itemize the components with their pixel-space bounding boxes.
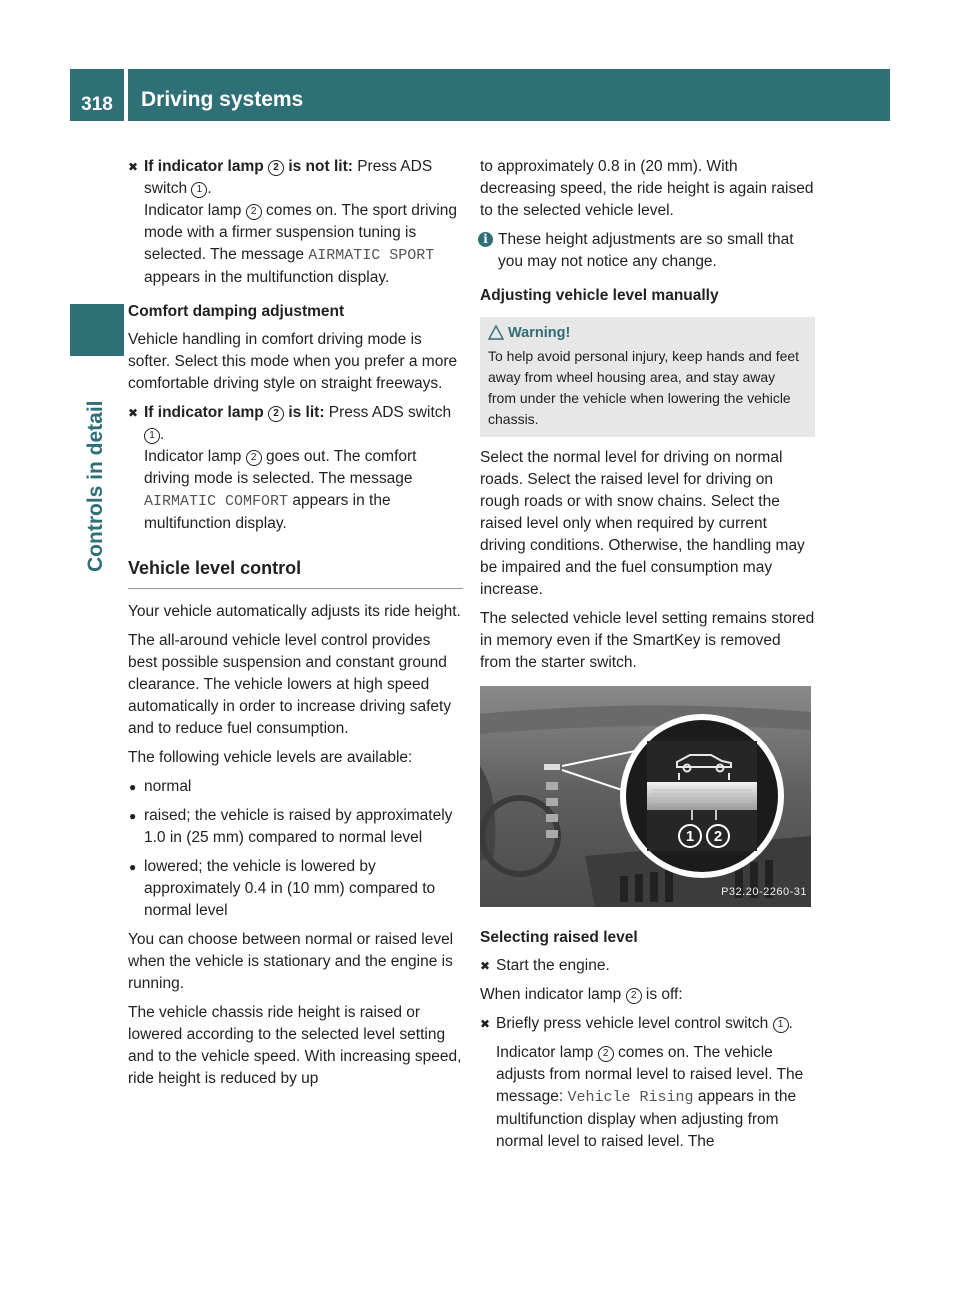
list-item [128,776,463,798]
warning-text: To help avoid personal injury, keep hands and feet away from wheel housing area, and stay away from under the vehicle when lowering the vehicle chassis. [488,348,800,427]
condition-text [480,984,815,1006]
warning-title-row [488,323,807,344]
paragraph: Select the normal level for driving on normal roads. Select the raised level for driving on rough roads or with snow chains. Select the raised level only when required by current driving conditions. Otherwise, the handling may be impaired and the fuel consumption may increase. [480,449,805,598]
step-result: goes out. The comfort driving mode is selected. The message [144,448,417,487]
figure-code: P32.20-2260-31 [721,886,807,898]
page-number: 318 [70,69,124,121]
side-marker [70,304,124,356]
switch-callout: 1 [191,182,207,198]
list-item-text: lowered; the vehicle is lowered by approximately 0.4 in (10 mm) compared to normal level [144,858,436,919]
paragraph: You can choose between normal or raised level when the vehicle is stationary and the engine is running. [128,931,454,992]
display-message: AIRMATIC COMFORT [144,493,289,510]
paragraph: The following vehicle levels are available: [128,749,413,766]
paragraph: Your vehicle automatically adjusts its ride height. [128,603,461,620]
left-column [128,156,463,1097]
lamp-callout: 2 [246,450,262,466]
step-arrow-icon: ✖ [480,959,491,973]
step-result: Indicator lamp [144,448,246,465]
step-result: comes on. The vehicle adjusts from normal level to raised level. The message: [496,1044,804,1105]
step-text: Briefly press vehicle level control switch [496,1015,773,1032]
switch-callout: 1 [773,1017,789,1033]
step-result: appears in the multifunction display. [144,269,390,286]
step-result: Indicator lamp [144,202,246,219]
display-message: AIRMATIC SPORT [308,247,435,264]
info-note [480,229,815,273]
step-text: Press ADS switch [144,158,433,197]
lamp-callout: 2 [246,204,262,220]
callout-2: 2 [713,828,723,845]
list-item-text: normal [144,778,192,795]
step-result: comes on. The sport driving mode with a firmer suspension tuning is selected. The message [144,202,457,263]
dashboard-illustration [480,686,811,907]
step-if-lit [128,402,463,535]
step-result: appears in the multifunction display when adjusting from normal level to raised level. The [496,1088,797,1150]
list-item [128,856,463,922]
step-result: Indicator lamp [496,1044,598,1061]
punct: . [788,1015,793,1032]
step-result: appears in the multifunction display. [144,492,391,532]
right-column [480,156,815,1160]
info-text: These height adjustments are so small that you may not notice any change. [498,231,794,270]
vehicle-level-heading: Vehicle level control [128,557,463,589]
manual-heading: Adjusting vehicle level manually [480,287,719,304]
callout-1: 1 [685,828,695,845]
warning-triangle-icon [488,325,504,340]
paragraph: to approximately 0.8 in (20 mm). With decreasing speed, the ride height is again raised to the selected vehicle level. [480,158,814,219]
bullet-icon: ● [129,809,137,823]
lamp-callout: 2 [268,406,284,422]
punct: . [160,426,165,443]
step-text: Press ADS switch [324,404,452,421]
lamp-callout: 2 [598,1046,614,1062]
list-item [128,805,463,849]
step-lead: is not lit: [284,158,353,175]
paragraph: The vehicle chassis ride height is raised or lowered according to the selected level setting and to the vehicle speed. With increasing speed, ride height is reduced by up [128,1004,462,1087]
lamp-callout: 2 [268,160,284,176]
step-lead: is lit: [284,404,325,421]
step-arrow-icon: ✖ [480,1017,491,1031]
dashboard-figure [480,686,811,907]
warning-title: Warning! [508,325,571,341]
condition-part: When indicator lamp [480,986,626,1003]
raised-heading: Selecting raised level [480,929,638,946]
step-lead: If indicator lamp [144,158,269,175]
step-start-engine [480,955,815,977]
bullet-icon: ● [129,860,137,874]
comfort-heading: Comfort damping adjustment [128,303,345,320]
switch-callout: 1 [144,428,160,444]
info-icon: i [478,232,493,247]
side-tab-label: Controls in detail [84,400,107,572]
paragraph: The all-around vehicle level control provides best possible suspension and constant ground clearance. The vehicle lowers at high speed automatically in order to increase driving safety and to reduce fuel consumption. [128,632,452,737]
section-title: Driving systems [141,88,304,111]
bullet-icon: ● [129,780,137,794]
step-arrow-icon: ✖ [128,160,139,174]
paragraph: The selected vehicle level setting remains stored in memory even if the SmartKey is removed from the starter switch. [480,610,815,671]
condition-part: is off: [641,986,683,1003]
comfort-text: Vehicle handling in comfort driving mode is softer. Select this mode when you prefer a more comfortable driving style on straight freeways. [128,331,458,392]
step-text: Start the engine. [496,957,610,974]
punct: . [207,180,212,197]
warning-box [480,317,815,437]
list-item-text: raised; the vehicle is raised by approximately 1.0 in (25 mm) compared to normal level [144,807,453,846]
step-arrow-icon: ✖ [128,406,139,420]
step-lead: If indicator lamp [144,404,269,421]
lamp-callout: 2 [626,988,642,1004]
side-tab [82,364,116,574]
step-press-level-switch [480,1013,815,1153]
step-if-not-lit [128,156,463,289]
display-message: Vehicle Rising [567,1089,694,1106]
